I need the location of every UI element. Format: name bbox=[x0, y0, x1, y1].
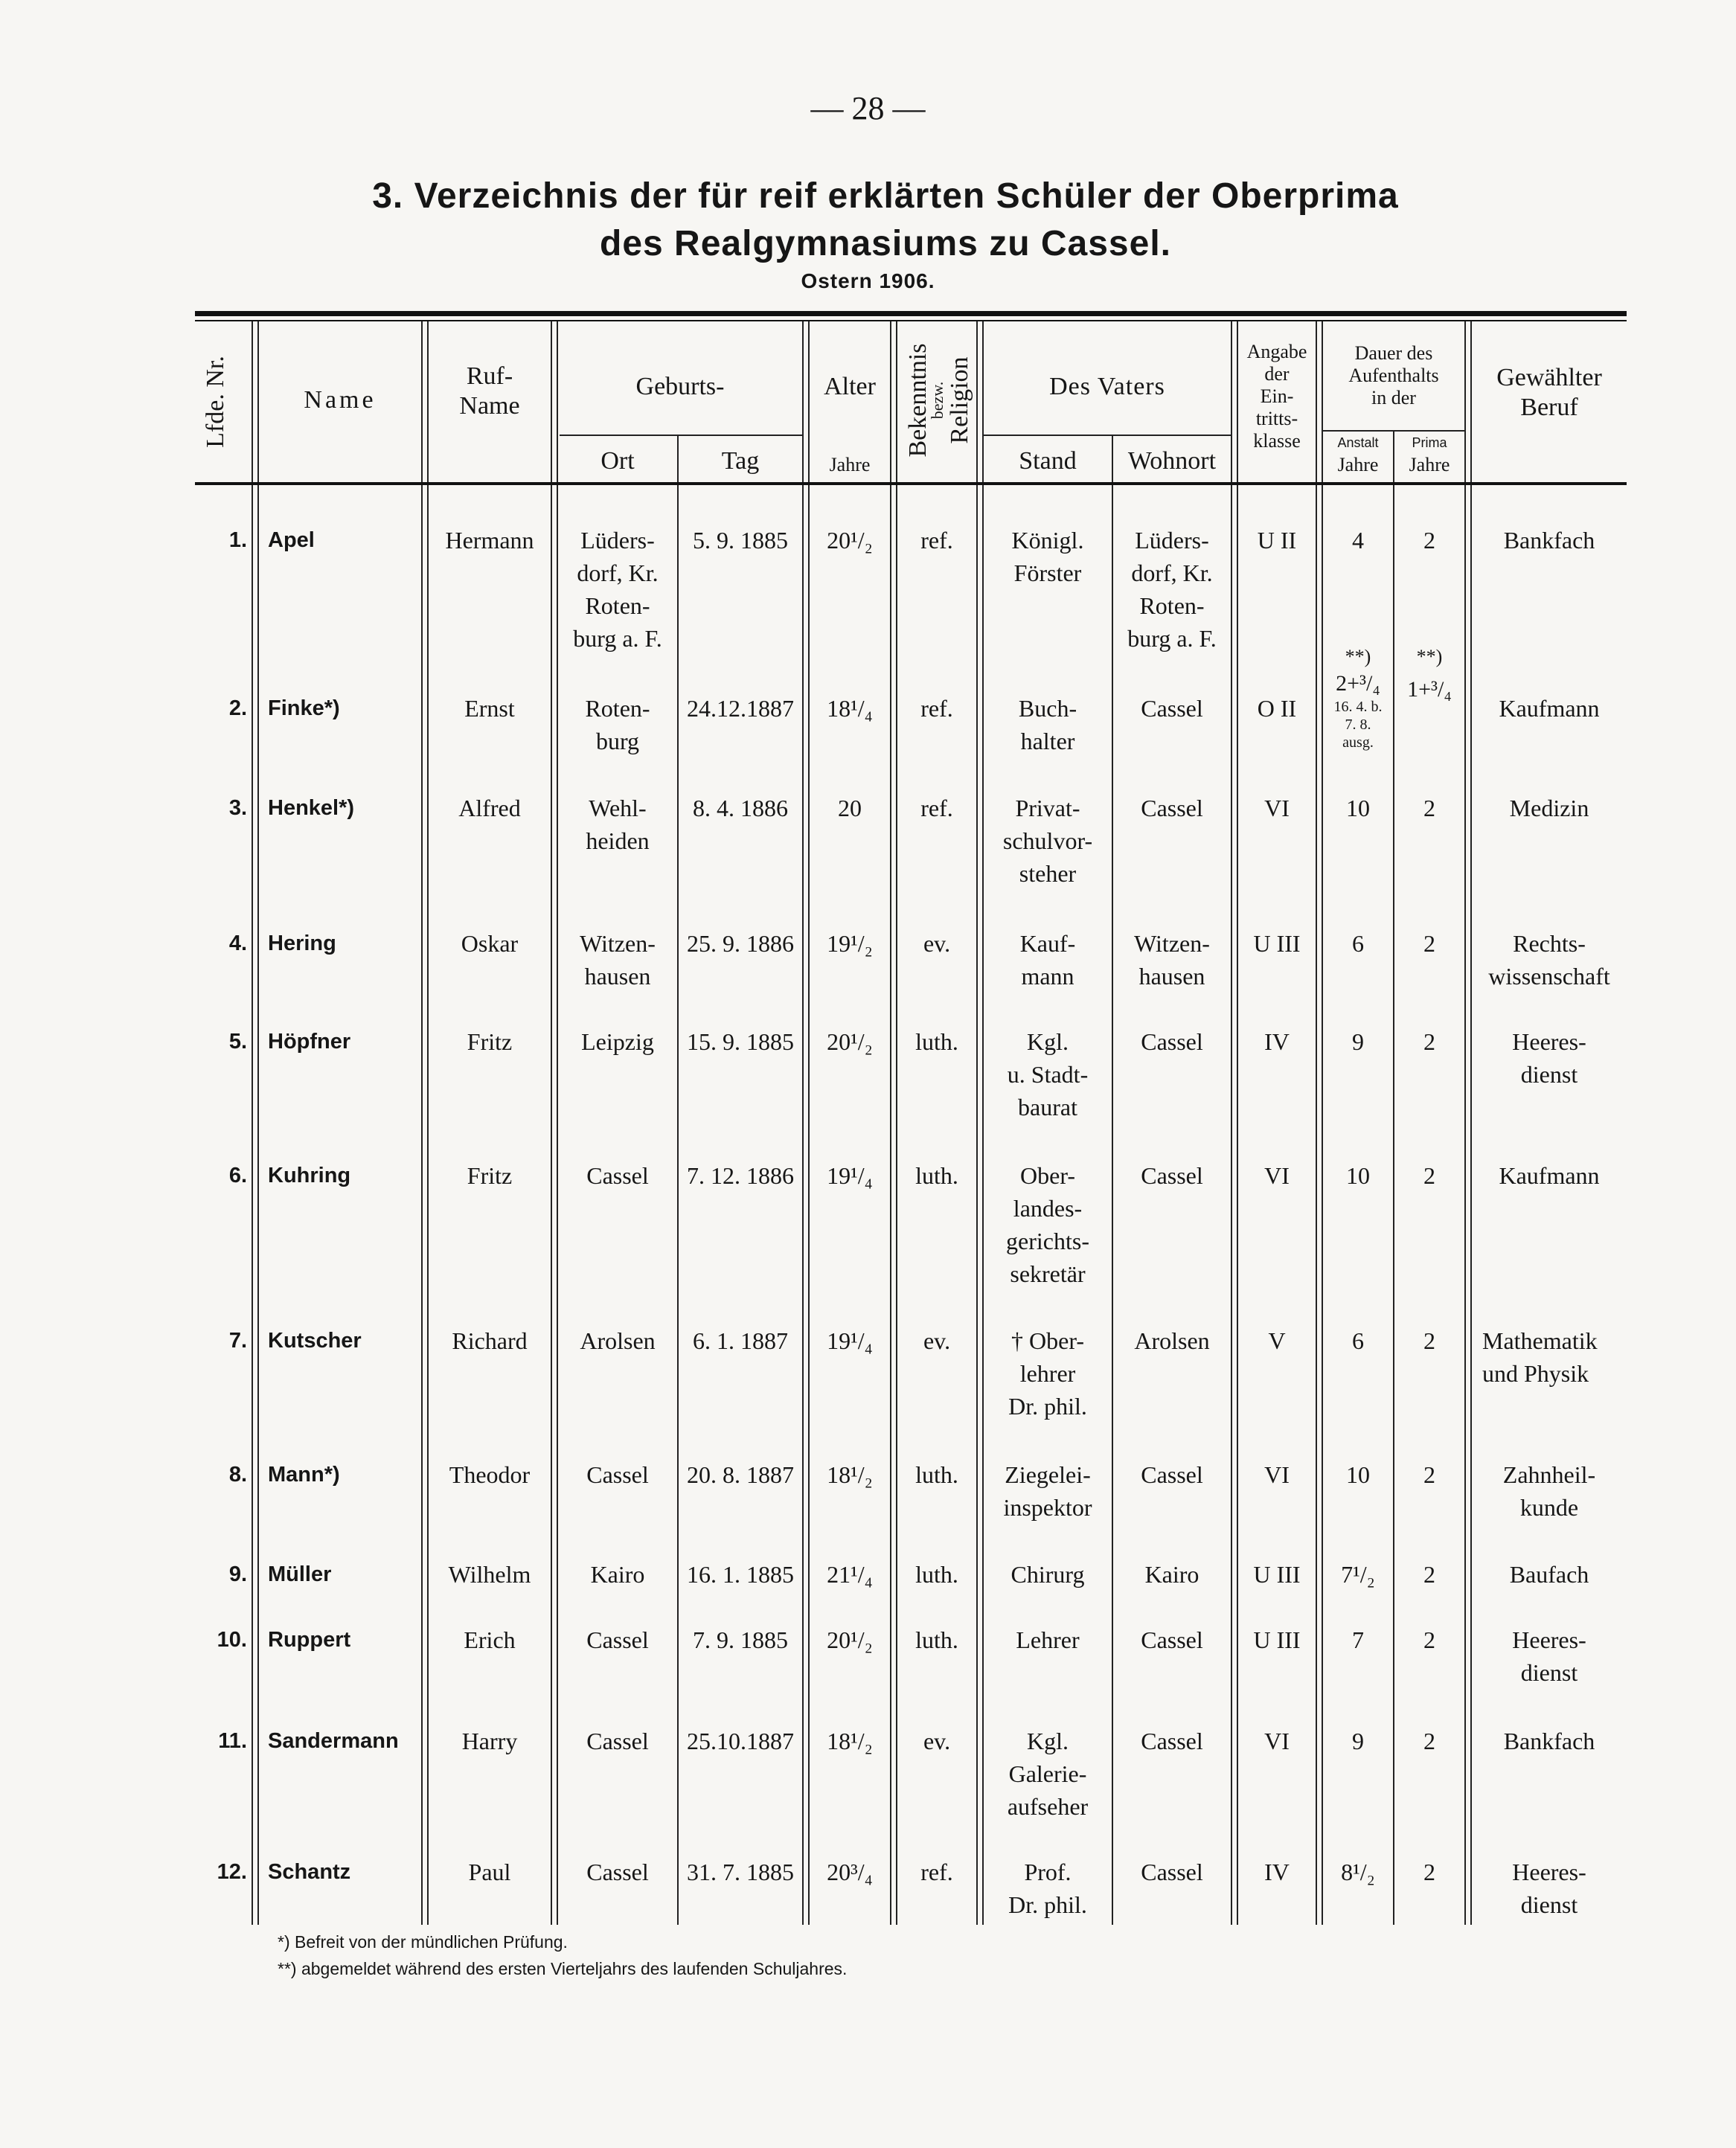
cell-alter: 20 bbox=[838, 795, 862, 821]
cell-rufname: Alfred bbox=[458, 795, 521, 821]
header-des-vaters: Des Vaters bbox=[1049, 373, 1165, 400]
cell-anstalt-note: 16. 4. b. 7. 8. ausg. bbox=[1333, 699, 1383, 751]
header-tag: Tag bbox=[721, 447, 760, 475]
header-geburts: Geburts- bbox=[635, 373, 725, 400]
cell-anstalt-jahre: 6 bbox=[1352, 1327, 1364, 1354]
cell-beruf: Baufach bbox=[1509, 1561, 1589, 1588]
cell-name: Finke*) bbox=[268, 696, 340, 720]
header-religion: Religion bbox=[946, 356, 973, 444]
geburts-subrule bbox=[560, 435, 802, 436]
cell-geburtsort: Kairo bbox=[590, 1561, 645, 1588]
cell-name: Kutscher bbox=[268, 1329, 362, 1353]
cell-geburtstag: 7. 12. 1886 bbox=[687, 1162, 794, 1189]
cell-stand: Kgl. Galerie- aufseher bbox=[1007, 1728, 1089, 1820]
col-line bbox=[976, 485, 978, 1925]
cell-name: Sandermann bbox=[268, 1729, 399, 1753]
footnote: *) Befreit von der mündlichen Prüfung. bbox=[278, 1932, 568, 1952]
cell-nr: 11. bbox=[218, 1729, 247, 1753]
cell-name: Apel bbox=[268, 528, 315, 552]
cell-eintrittsklasse: VI bbox=[1264, 1162, 1290, 1189]
col-line bbox=[421, 321, 423, 482]
cell-religion: luth. bbox=[915, 1561, 958, 1588]
cell-name: Kuhring bbox=[268, 1164, 351, 1187]
cell-rufname: Oskar bbox=[461, 930, 519, 957]
cell-eintrittsklasse: VI bbox=[1264, 795, 1290, 821]
cell-anstalt-mark: **) bbox=[1345, 646, 1371, 667]
header-wohnort: Wohnort bbox=[1127, 447, 1217, 475]
cell-nr: 2. bbox=[228, 696, 247, 720]
cell-beruf: Zahnheil- kunde bbox=[1502, 1461, 1596, 1521]
cell-eintrittsklasse: O II bbox=[1257, 695, 1297, 722]
cell-rufname: Erich bbox=[464, 1626, 516, 1653]
cell-prima-jahre: 2 bbox=[1423, 1561, 1435, 1588]
header-bekenntnis: Bekenntnis bbox=[904, 343, 932, 458]
col-line bbox=[257, 485, 259, 1925]
cell-geburtsort: Arolsen bbox=[580, 1327, 656, 1354]
cell-wohnort: Cassel bbox=[1141, 1626, 1203, 1653]
cell-anstalt-jahre: 2+³/₄ bbox=[1336, 671, 1380, 696]
cell-name: Hering bbox=[268, 932, 336, 955]
col-line bbox=[802, 485, 804, 1925]
cell-nr: 10. bbox=[217, 1628, 247, 1652]
cell-alter: 18¹/₂ bbox=[827, 1728, 873, 1754]
header-anstalt: Anstalt bbox=[1337, 435, 1379, 450]
cell-anstalt-jahre: 9 bbox=[1352, 1728, 1364, 1754]
cell-beruf: Medizin bbox=[1509, 795, 1589, 821]
cell-eintrittsklasse: U III bbox=[1253, 1561, 1301, 1588]
cell-stand: Ober- landes- gerichts- sekretär bbox=[1006, 1162, 1089, 1287]
cell-religion: ev. bbox=[923, 930, 951, 957]
cell-wohnort: Cassel bbox=[1141, 795, 1203, 821]
cell-rufname: Hermann bbox=[445, 527, 534, 554]
col-line bbox=[976, 321, 978, 482]
col-line bbox=[890, 321, 891, 482]
cell-geburtstag: 24.12.1887 bbox=[687, 695, 794, 722]
cell-prima-jahre: 2 bbox=[1423, 930, 1435, 957]
page-title bbox=[149, 173, 1622, 268]
col-line bbox=[252, 321, 253, 482]
cell-beruf: Kaufmann bbox=[1499, 695, 1600, 722]
cell-geburtsort: Witzen- hausen bbox=[580, 930, 656, 990]
cell-religion: ref. bbox=[920, 695, 953, 722]
cell-geburtsort: Cassel bbox=[586, 1626, 649, 1653]
cell-alter: 20¹/₂ bbox=[827, 1626, 873, 1653]
cell-geburtstag: 20. 8. 1887 bbox=[687, 1461, 794, 1488]
cell-religion: ev. bbox=[923, 1728, 951, 1754]
cell-religion: luth. bbox=[915, 1162, 958, 1189]
header-alter-jahre: Jahre bbox=[829, 454, 871, 475]
cell-prima-jahre: 2 bbox=[1423, 527, 1435, 554]
header-bottom-rule bbox=[195, 482, 1627, 485]
cell-anstalt-jahre: 10 bbox=[1346, 1162, 1370, 1189]
cell-stand: Kauf- mann bbox=[1019, 930, 1076, 990]
page-subtitle: Ostern 1906. bbox=[801, 269, 935, 292]
top-rule-thin bbox=[195, 320, 1627, 321]
cell-nr: 7. bbox=[228, 1329, 247, 1353]
cell-religion: ev. bbox=[923, 1327, 951, 1354]
cell-religion: ref. bbox=[920, 795, 953, 821]
cell-geburtstag: 7. 9. 1885 bbox=[693, 1626, 788, 1653]
cell-geburtstag: 8. 4. 1886 bbox=[693, 795, 788, 821]
cell-wohnort: Cassel bbox=[1141, 1461, 1203, 1488]
cell-rufname: Harry bbox=[461, 1728, 518, 1754]
cell-name: Ruppert bbox=[268, 1628, 351, 1652]
cell-wohnort: Cassel bbox=[1141, 1728, 1203, 1754]
cell-religion: ref. bbox=[920, 527, 953, 554]
col-line bbox=[1316, 485, 1317, 1925]
cell-geburtstag: 31. 7. 1885 bbox=[687, 1859, 794, 1885]
top-rule-thick bbox=[195, 311, 1627, 316]
cell-stand: Buch- halter bbox=[1018, 695, 1077, 754]
cell-beruf: Heeres- dienst bbox=[1512, 1626, 1586, 1686]
cell-religion: luth. bbox=[915, 1028, 958, 1055]
header-prima-jahre: Jahre bbox=[1409, 454, 1450, 475]
col-line bbox=[1231, 485, 1232, 1925]
cell-eintrittsklasse: VI bbox=[1264, 1461, 1290, 1488]
cell-geburtstag: 25.10.1887 bbox=[687, 1728, 794, 1754]
cell-geburtsort: Leipzig bbox=[581, 1028, 654, 1055]
cell-beruf: Heeres- dienst bbox=[1512, 1859, 1586, 1918]
cell-geburtsort: Cassel bbox=[586, 1728, 649, 1754]
cell-geburtsort: Cassel bbox=[586, 1162, 649, 1189]
col-line bbox=[1464, 321, 1466, 482]
cell-alter: 20¹/₂ bbox=[827, 527, 873, 554]
cell-prima-jahre: 1+³/₄ bbox=[1407, 677, 1452, 702]
cell-prima-jahre: 2 bbox=[1423, 1626, 1435, 1653]
cell-prima-jahre: 2 bbox=[1423, 1461, 1435, 1488]
cell-wohnort: Lüders- dorf, Kr. Roten- burg a. F. bbox=[1127, 527, 1217, 652]
header-dauer: Dauer des Aufenthalts in der bbox=[1348, 342, 1439, 408]
header-eintrittsklasse: Angabe der Ein- tritts- klasse bbox=[1246, 341, 1307, 452]
cell-nr: 3. bbox=[228, 796, 247, 820]
cell-anstalt-jahre: 10 bbox=[1346, 795, 1370, 821]
footnotes bbox=[278, 1929, 847, 1982]
cell-eintrittsklasse: U III bbox=[1253, 1626, 1301, 1653]
cell-nr: 5. bbox=[228, 1030, 247, 1054]
cell-eintrittsklasse: U II bbox=[1257, 527, 1297, 554]
cell-beruf: Bankfach bbox=[1503, 1728, 1595, 1754]
cell-nr: 8. bbox=[228, 1463, 247, 1487]
cell-anstalt-jahre: 4 bbox=[1352, 527, 1364, 554]
cell-anstalt-jahre: 9 bbox=[1352, 1028, 1364, 1055]
col-line bbox=[421, 485, 423, 1925]
col-line bbox=[551, 321, 552, 482]
cell-geburtsort: Wehl- heiden bbox=[586, 795, 650, 854]
cell-geburtstag: 5. 9. 1885 bbox=[693, 527, 788, 554]
cell-alter: 19¹/₄ bbox=[827, 1162, 873, 1189]
header-alter: Alter bbox=[824, 373, 876, 400]
cell-rufname: Wilhelm bbox=[448, 1561, 531, 1588]
cell-rufname: Fritz bbox=[467, 1162, 513, 1189]
cell-prima-jahre: 2 bbox=[1423, 795, 1435, 821]
cell-name: Schantz bbox=[268, 1860, 351, 1884]
col-line bbox=[1316, 321, 1317, 482]
cell-geburtstag: 16. 1. 1885 bbox=[687, 1561, 794, 1588]
cell-religion: luth. bbox=[915, 1626, 958, 1653]
cell-stand: Prof. Dr. phil. bbox=[1008, 1859, 1087, 1918]
header-rufname: Ruf- Name bbox=[459, 362, 520, 420]
title-line-2: des Realgymnasiums zu Cassel. bbox=[600, 224, 1171, 263]
cell-geburtsort: Cassel bbox=[586, 1461, 649, 1488]
cell-wohnort: Cassel bbox=[1141, 1859, 1203, 1885]
cell-geburtstag: 15. 9. 1885 bbox=[687, 1028, 794, 1055]
cell-anstalt-jahre: 7 bbox=[1352, 1626, 1364, 1653]
cell-prima-mark: **) bbox=[1416, 646, 1443, 667]
cell-religion: ref. bbox=[920, 1859, 953, 1885]
cell-geburtsort: Cassel bbox=[586, 1859, 649, 1885]
cell-beruf: Kaufmann bbox=[1499, 1162, 1600, 1189]
cell-geburtsort: Roten- burg bbox=[585, 695, 650, 754]
cell-anstalt-jahre: 10 bbox=[1346, 1461, 1370, 1488]
cell-name: Mann*) bbox=[268, 1463, 340, 1487]
cell-prima-jahre: 2 bbox=[1423, 1859, 1435, 1885]
cell-nr: 9. bbox=[228, 1562, 247, 1586]
cell-nr: 1. bbox=[228, 528, 247, 552]
col-line bbox=[1231, 321, 1232, 482]
cell-nr: 6. bbox=[228, 1164, 247, 1187]
cell-rufname: Richard bbox=[452, 1327, 528, 1354]
vaters-subrule bbox=[982, 435, 1231, 436]
cell-stand: Privat- schulvor- steher bbox=[1002, 795, 1093, 887]
cell-name: Müller bbox=[268, 1562, 332, 1586]
cell-stand: Lehrer bbox=[1016, 1626, 1080, 1653]
cell-stand: † Ober- lehrer Dr. phil. bbox=[1008, 1327, 1087, 1420]
cell-eintrittsklasse: V bbox=[1268, 1327, 1286, 1354]
header-stand: Stand bbox=[1019, 447, 1077, 475]
cell-rufname: Fritz bbox=[467, 1028, 513, 1055]
col-line bbox=[252, 485, 253, 1925]
cell-alter: 21¹/₄ bbox=[827, 1561, 873, 1588]
cell-stand: Chirurg bbox=[1010, 1561, 1085, 1588]
cell-geburtstag: 6. 1. 1887 bbox=[693, 1327, 788, 1354]
cell-prima-jahre: 2 bbox=[1423, 1327, 1435, 1354]
cell-anstalt-jahre: 8¹/₂ bbox=[1341, 1859, 1375, 1885]
cell-nr: 12. bbox=[217, 1860, 247, 1884]
cell-alter: 20¹/₂ bbox=[827, 1028, 873, 1055]
cell-wohnort: Cassel bbox=[1141, 695, 1203, 722]
cell-stand: Kgl. u. Stadt- baurat bbox=[1007, 1028, 1089, 1121]
col-line bbox=[551, 485, 552, 1925]
header-ort: Ort bbox=[600, 447, 635, 475]
title-line-1: 3. Verzeichnis der für reif erklärten Schüler der Oberprima bbox=[372, 176, 1399, 216]
header-bezw: bezw. bbox=[928, 381, 947, 420]
col-line bbox=[890, 485, 891, 1925]
cell-name: Höpfner bbox=[268, 1030, 351, 1054]
col-line bbox=[802, 321, 804, 482]
cell-prima-jahre: 2 bbox=[1423, 1028, 1435, 1055]
cell-alter: 20³/₄ bbox=[827, 1859, 873, 1885]
cell-wohnort: Arolsen bbox=[1134, 1327, 1210, 1354]
cell-prima-jahre: 2 bbox=[1423, 1728, 1435, 1754]
cell-stand: Ziegelei- inspektor bbox=[1003, 1461, 1092, 1521]
cell-alter: 18¹/₄ bbox=[827, 695, 873, 722]
cell-religion: luth. bbox=[915, 1461, 958, 1488]
cell-geburtsort: Lüders- dorf, Kr. Roten- burg a. F. bbox=[573, 527, 662, 652]
header-beruf: Gewählter Beruf bbox=[1496, 364, 1602, 421]
cell-wohnort: Cassel bbox=[1141, 1028, 1203, 1055]
cell-wohnort: Cassel bbox=[1141, 1162, 1203, 1189]
cell-name: Henkel*) bbox=[268, 796, 355, 820]
cell-rufname: Ernst bbox=[464, 695, 515, 722]
cell-anstalt-jahre: 6 bbox=[1352, 930, 1364, 957]
cell-alter: 19¹/₄ bbox=[827, 1327, 873, 1354]
cell-prima-jahre: 2 bbox=[1423, 1162, 1435, 1189]
cell-alter: 19¹/₂ bbox=[827, 930, 873, 957]
cell-nr: 4. bbox=[228, 932, 247, 955]
cell-alter: 18¹/₂ bbox=[827, 1461, 873, 1488]
header-name: Name bbox=[304, 386, 377, 414]
footnote: **) abgemeldet während des ersten Vierteljahrs des laufenden Schuljahres. bbox=[278, 1959, 848, 1978]
page-number: — 28 — bbox=[810, 90, 926, 126]
cell-anstalt-jahre: 7¹/₂ bbox=[1341, 1561, 1375, 1588]
cell-rufname: Theodor bbox=[449, 1461, 531, 1488]
cell-beruf: Bankfach bbox=[1503, 527, 1595, 554]
cell-rufname: Paul bbox=[468, 1859, 511, 1885]
cell-wohnort: Witzen- hausen bbox=[1134, 930, 1210, 990]
cell-wohnort: Kairo bbox=[1144, 1561, 1199, 1588]
cell-stand: Königl. Förster bbox=[1011, 527, 1084, 586]
header-anstalt-jahre: Jahre bbox=[1337, 454, 1379, 475]
cell-eintrittsklasse: IV bbox=[1264, 1859, 1290, 1885]
cell-beruf: Rechts- wissenschaft bbox=[1488, 930, 1610, 990]
header-lfde-nr: Lfde. Nr. bbox=[202, 356, 229, 448]
cell-beruf: Heeres- dienst bbox=[1512, 1028, 1586, 1088]
cell-eintrittsklasse: U III bbox=[1253, 930, 1301, 957]
cell-beruf: Mathematik und Physik bbox=[1482, 1327, 1598, 1387]
cell-eintrittsklasse: IV bbox=[1264, 1028, 1290, 1055]
header-prima: Prima bbox=[1412, 435, 1447, 450]
cell-geburtstag: 25. 9. 1886 bbox=[687, 930, 794, 957]
cell-eintrittsklasse: VI bbox=[1264, 1728, 1290, 1754]
col-line bbox=[896, 321, 897, 482]
